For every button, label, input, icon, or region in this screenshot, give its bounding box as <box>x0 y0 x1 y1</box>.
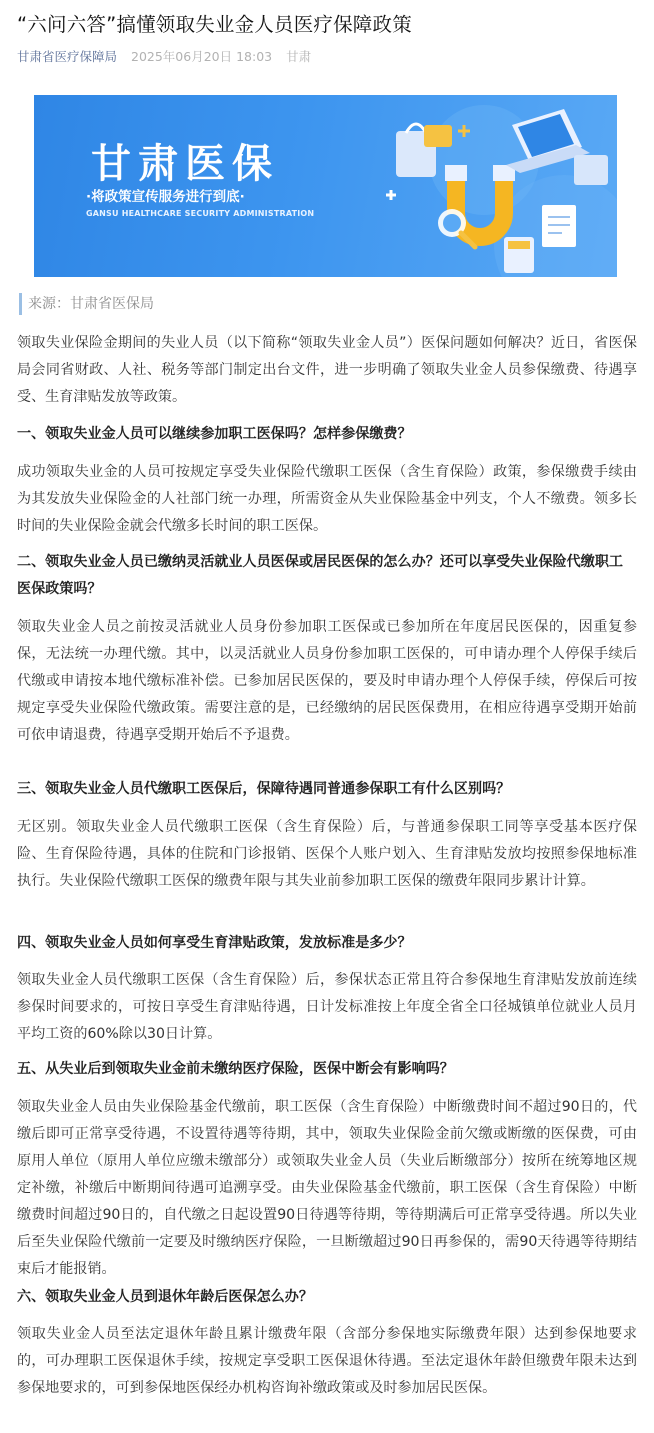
question-1-heading: 一、领取失业金人员可以继续参加职工医保吗？怎样参保缴费？ <box>17 426 412 442</box>
question-2-heading: 二、领取失业金人员已缴纳灵活就业人员医保或居民医保的怎么办？还可以享受失业保险代缴职工医保政策吗？ <box>17 554 624 597</box>
answer-4-paragraph: 领取失业金人员代缴职工医保（含生育保险）后，参保状态正常且符合参保地生育津贴发放前连续参保时间要求的，可按日享受生育津贴待遇，日计发标准按上年度全省全口径城镇单位就业人员月平均工资的60%除以30日计算。 <box>17 972 637 1042</box>
account-name-link[interactable]: 甘肃省医疗保障局 <box>17 49 118 64</box>
banner-subtitle: ·将政策宣传服务进行到底· <box>86 189 245 205</box>
answer-5-paragraph: 领取失业金人员由失业保险基金代缴前，职工医保（含生育保险）中断缴费时间不超过90日的，代缴后即可正常享受待遇，不设置待遇等待期，其中，领取失业保险金前欠缴或断缴的医保费，可由原用人单位（原用人单位应缴未缴部分）或领取失业金人员（失业后断缴部分）按所在统筹地区规定补缴，补缴后中断期间待遇可追溯享受。由失业保险基金代缴前，职工医保（含生育保险）中断缴费时间超过90日的，自代缴之日起设置90日待遇等待期，等待期满后可正常享受待遇。所以失业后至失业保险代缴前一定要及时缴纳医疗保险，一旦断缴超过90日再参保的，需90天待遇等待期结束后才能报销。 <box>17 1099 637 1277</box>
article-title: “六问六答”搞懂领取失业金人员医疗保障政策 <box>17 13 412 36</box>
question-6-heading: 六、领取失业金人员到退休年龄后医保怎么办？ <box>17 1289 313 1305</box>
answer-3-paragraph: 无区别。领取失业金人员代缴职工医保（含生育保险）后，与普通参保职工同等享受基本医疗保险、生育保险待遇，具体的住院和门诊报销、医保个人账户划入、生育津贴发放均按照参保地标准执行。失业保险代缴职工医保的缴费年限与其失业前参加职工医保的缴费年限同步累计计算。 <box>17 819 637 889</box>
article-meta <box>17 47 321 65</box>
banner-english: GANSU HEALTHCARE SECURITY ADMINISTRATION <box>86 209 315 218</box>
source-note: 来源：甘肃省医保局 <box>19 293 154 315</box>
publish-location: 甘肃 <box>286 49 312 64</box>
answer-6-paragraph: 领取失业金人员至法定退休年龄且累计缴费年限（含部分参保地实际缴费年限）达到参保地要求的，可办理职工医保退休手续，按规定享受职工医保退休待遇。至法定退休年龄但缴费年限未达到参保地要求的，可到参保地医保经办机构咨询补缴政策或及时参加居民医保。 <box>17 1326 637 1396</box>
answer-1-paragraph: 成功领取失业金的人员可按规定享受失业保险代缴职工医保（含生育保险）政策，参保缴费手续由为其发放失业保险金的人社部门统一办理，所需资金从失业保险基金中列支，个人不缴费。领多长时间的失业保险金就会代缴多长时间的职工医保。 <box>17 464 637 534</box>
question-5-heading: 五、从失业后到领取失业金前未缴纳医疗保险，医保中断会有影响吗？ <box>17 1061 454 1077</box>
banner-illustration-icon <box>34 95 617 277</box>
banner-image <box>34 95 617 277</box>
publish-datetime: 2025年06月20日 18:03 <box>131 49 273 64</box>
question-4-heading: 四、领取失业金人员如何享受生育津贴政策，发放标准是多少？ <box>17 935 412 951</box>
answer-2-paragraph: 领取失业金人员之前按灵活就业人员身份参加职工医保或已参加所在年度居民医保的，因重复参保，无法统一办理代缴。其中，以灵活就业人员身份参加职工医保的，可申请办理个人停保手续后代缴或申请按本地代缴标准补偿。已参加居民医保的，要及时申请办理个人停保手续，停保后可按规定享受失业保险代缴政策。需要注意的是，已经缴纳的居民医保费用，在相应待遇享受期开始前可依申请退费，待遇享受期开始后不予退费。 <box>17 619 637 743</box>
intro-paragraph: 领取失业保险金期间的失业人员（以下简称“领取失业金人员”）医保问题如何解决？近日，省医保局会同省财政、人社、税务等部门制定出台文件，进一步明确了领取失业金人员参保缴费、待遇享受、生育津贴发放等政策。 <box>17 335 637 405</box>
banner-title: 甘肃医保 <box>91 141 279 187</box>
question-3-heading: 三、领取失业金人员代缴职工医保后，保障待遇同普通参保职工有什么区别吗？ <box>17 781 511 797</box>
